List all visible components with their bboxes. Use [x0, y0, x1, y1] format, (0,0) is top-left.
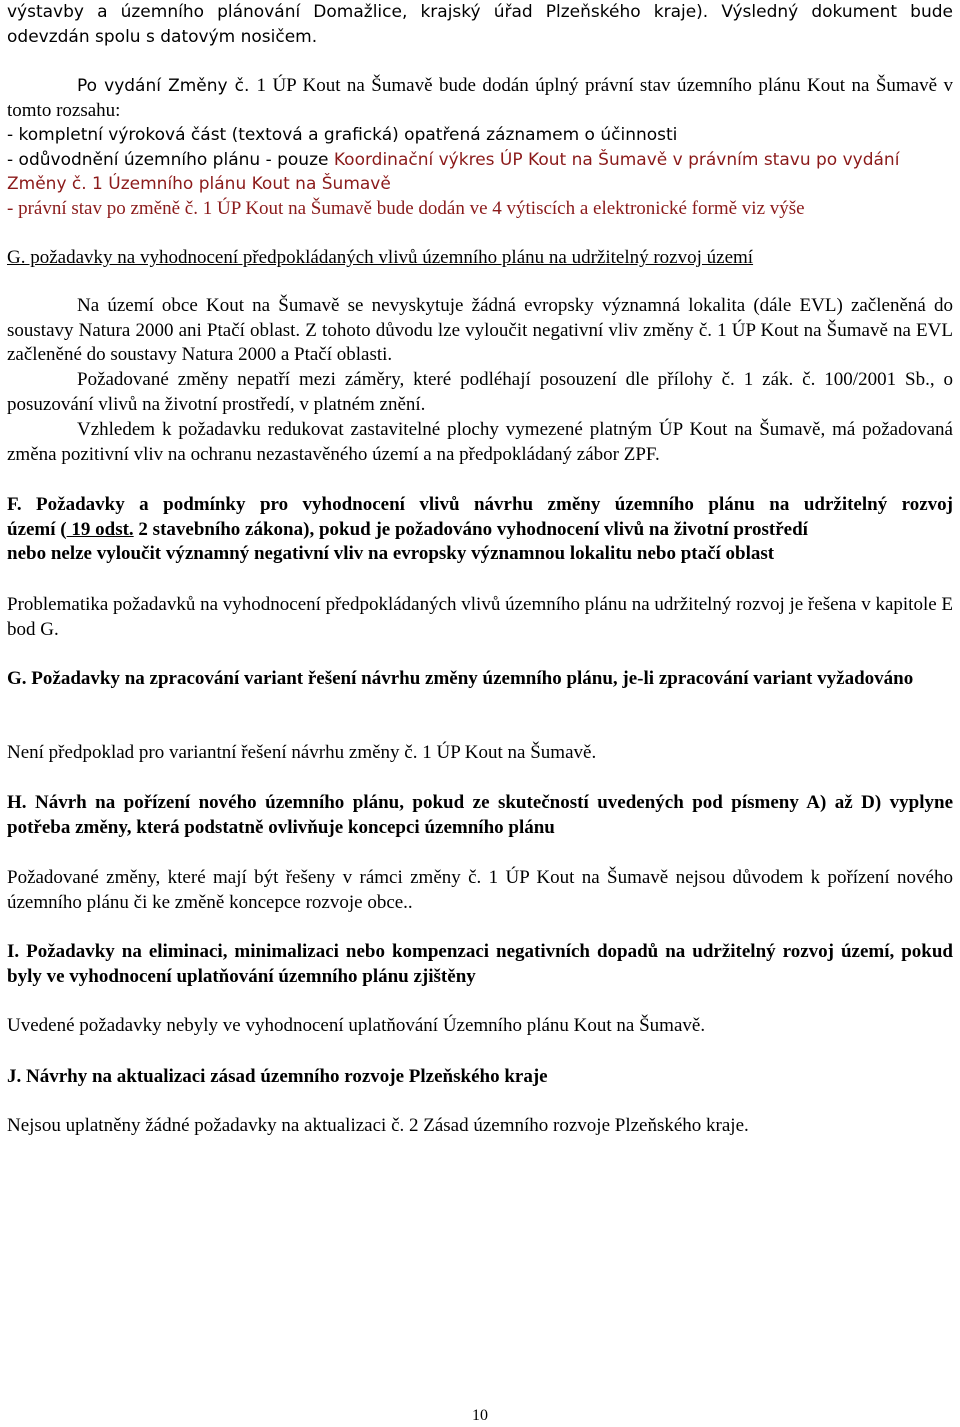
section-g1-paragraph-1-text: Na území obce Kout na Šumavě se nevyskytuje žádná evropsky významná lokalita (dále EVL) začleněná do soustavy Natura 2000 ani Ptačí oblast. Z tohoto důvodu lze vyloučit negativní vliv změny č. 1 ÚP Kout na Šumavě na EVL začleněné do soustavy Natura 2000 a Ptačí oblasti.	[7, 295, 953, 365]
legal-state-block	[7, 74, 953, 221]
section-g1-paragraph-2	[7, 368, 953, 417]
intro-paragraph	[7, 0, 953, 49]
section-f-body	[7, 593, 953, 642]
section-g1-paragraph-3	[7, 418, 953, 467]
section-g2-heading-text: G. Požadavky na zpracování variant řešení návrhu změny územního plánu, je-li zpracování variant vyžadováno	[7, 668, 914, 689]
legal-state-intro-lead: Po vydání Změny č.	[77, 76, 257, 96]
legal-state-item-1-text: - kompletní výroková část (textová a grafická) opatřená záznamem o účinnosti	[7, 125, 678, 145]
section-j-body	[7, 1114, 953, 1139]
legal-state-item-3-text: - právní stav po změně č. 1 ÚP Kout na Šumavě bude dodán ve 4 výtiscích a elektronické formě viz výše	[7, 197, 805, 219]
section-f-heading-line-2-a: území (	[7, 518, 67, 540]
section-g1-paragraph-2-text: Požadované změny nepatří mezi záměry, které podléhají posouzení dle přílohy č. 1 zák. č. 100/2001 Sb., o posuzování vlivů na životní prostředí, v platném znění.	[7, 369, 953, 415]
section-i-body-text: Uvedené požadavky nebyly ve vyhodnocení uplatňování Územního plánu Kout na Šumavě.	[7, 1015, 706, 1036]
legal-state-item-2-lead: - odůvodnění územního plánu - pouze	[7, 149, 334, 170]
section-g1-paragraph-1	[7, 294, 953, 368]
section-g1-paragraph-3-text: Vzhledem k požadavku redukovat zastavitelné plochy vymezené platným ÚP Kout na Šumavě, má požadovaná změna pozitivní vliv na ochranu nezastavěného území a na předpokládaný zábor ZPF.	[7, 419, 953, 465]
section-i-body	[7, 1014, 953, 1039]
intro-text: výstavby a územního plánování Domažlice, krajský úřad Plzeňského kraje). Výsledný dokument bude odevzdán spolu s datovým nosičem.	[7, 2, 953, 47]
section-g1-heading-text: G. požadavky na vyhodnocení předpokládaných vlivů územního plánu na udržitelný rozvoj území	[7, 247, 754, 268]
section-j-heading	[7, 1065, 953, 1090]
section-g2-body	[7, 741, 953, 766]
legal-state-intro	[7, 74, 953, 123]
section-h-heading-text: H. Návrh na pořízení nového územního plánu, pokud ze skutečností uvedených pod písmeny A) až D) vyplyne potřeba změny, která podstatně ovlivňuje koncepci územního plánu	[7, 792, 953, 838]
section-h-body	[7, 866, 953, 915]
legal-state-item-3	[7, 197, 953, 222]
section-f-heading-line-2-c: 2 stavebního zákona), pokud je požadováno vyhodnocení vlivů na životní prostředí	[133, 518, 808, 540]
section-j-body-text: Nejsou uplatněny žádné požadavky na aktualizaci č. 2 Zásad územního rozvoje Plzeňského kraje.	[7, 1115, 749, 1136]
section-f-heading	[7, 493, 953, 567]
section-j-heading-text: J. Návrhy na aktualizaci zásad územního rozvoje Plzeňského kraje	[7, 1066, 548, 1087]
section-f-heading-line-2-b: 19 odst.	[66, 518, 134, 540]
section-g2-heading	[7, 667, 953, 692]
page-number: 10	[472, 1407, 488, 1424]
legal-state-item-2-highlight: Koordinační výkres ÚP Kout na Šumavě v právním stavu po vydání Změny č. 1 Územního plánu Kout na Šumavě	[7, 149, 900, 194]
section-f-heading-line-3: nebo nelze vyloučit významný negativní vliv na evropsky významnou lokalitu nebo ptačí oblast	[7, 543, 775, 564]
legal-state-intro-rest: 1 ÚP Kout na Šumavě bude dodán úplný právní stav územního plánu Kout na Šumavě v tomto rozsahu:	[7, 75, 953, 121]
section-h-heading	[7, 791, 953, 840]
section-g2-body-text: Není předpoklad pro variantní řešení návrhu změny č. 1 ÚP Kout na Šumavě.	[7, 742, 597, 763]
legal-state-item-2	[7, 148, 953, 197]
section-h-body-text: Požadované změny, které mají být řešeny v rámci změny č. 1 ÚP Kout na Šumavě nejsou důvodem k pořízení nového územního plánu či ke změně koncepce rozvoje obce..	[7, 867, 953, 913]
legal-state-item-1	[7, 123, 953, 148]
section-i-heading-text: I. Požadavky na eliminaci, minimalizaci nebo kompenzaci negativních dopadů na udržitelný rozvoj území, pokud byly ve vyhodnocení uplatňování územního plánu zjištěny	[7, 941, 953, 987]
section-f-heading-line-1: F. Požadavky a podmínky pro vyhodnocení vlivů návrhu změny územního plánu na udržitelný rozvoj	[7, 494, 953, 515]
section-f-body-text: Problematika požadavků na vyhodnocení předpokládaných vlivů územního plánu na udržitelný rozvoj je řešena v kapitole E bod G.	[7, 594, 954, 640]
section-f-heading-line-2	[7, 518, 953, 543]
section-i-heading	[7, 940, 953, 989]
section-g1-heading	[7, 246, 953, 271]
